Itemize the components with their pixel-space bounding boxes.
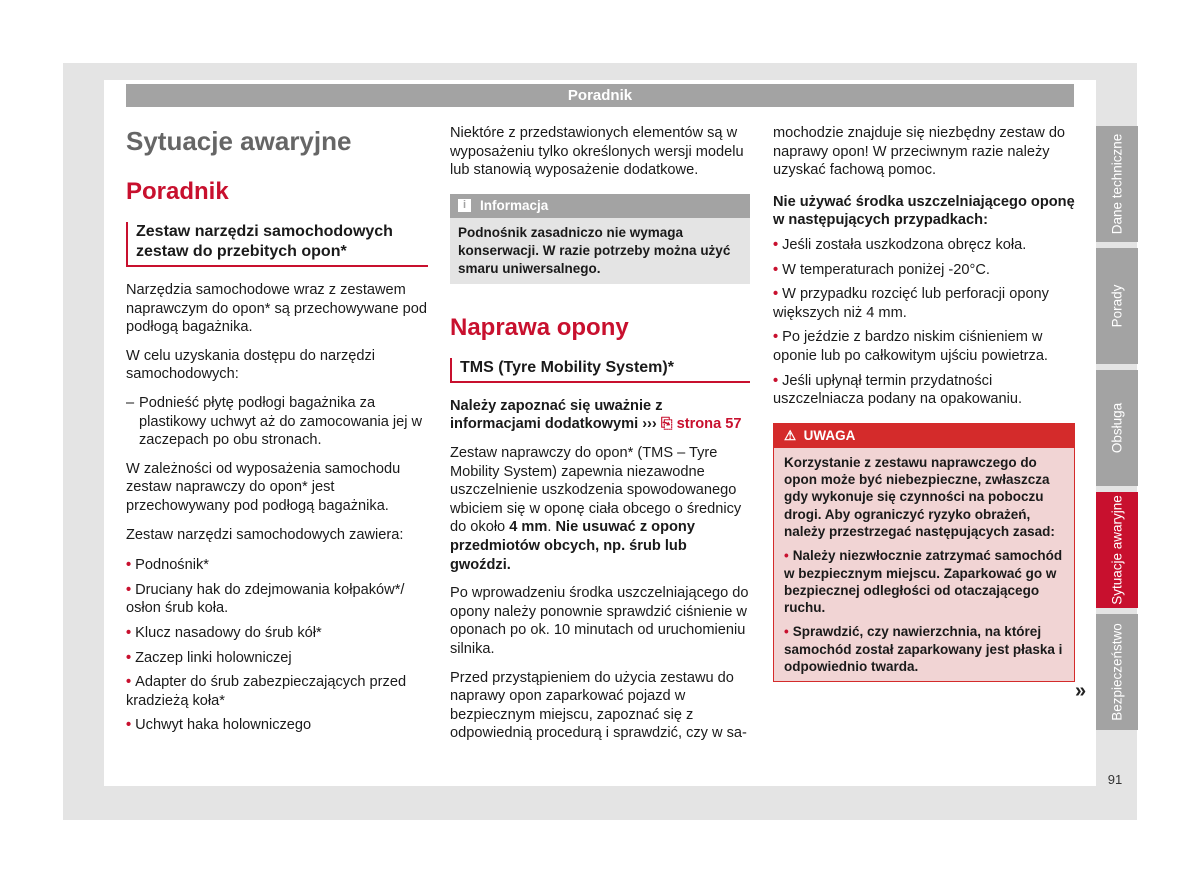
paragraph: Zestaw naprawczy do opon* (TMS – Tyre Mobility System) zapewnia niezawodne uszczelnienie uszkodzenia spowodowanego wbiciem się w oponę ciała obcego o średnicy do około 4 mm. Nie usuwać z opony przedmiotów obcych, np. śrub lub gwoździ. [450,444,742,573]
book-icon: ⎘ [660,416,673,433]
column-1 [126,124,428,741]
tab-obsluga[interactable]: Obsługa [1096,370,1138,486]
subheading-tool-kit: Zestaw narzędzi samochodowych zestaw do przebitych opon* [126,222,428,267]
list-item: • Podnośnik* [126,557,209,574]
running-header: Poradnik [126,84,1074,107]
tab-sytuacje-awaryjne[interactable]: Sytuacje awaryjne [1096,492,1138,608]
list-item: • Uchwyt haka holowniczego [126,717,312,734]
bullet-icon: • [773,236,779,253]
page-number: 91 [1107,772,1123,787]
chapter-title: Sytuacje awaryjne [126,126,352,156]
dash-list-item [126,394,428,450]
info-icon: i [458,199,471,212]
info-title: Informacja [480,197,549,213]
bullet-icon: • [126,624,132,641]
list-item: • Adapter do śrub zabezpieczających przed kradzieżą koła* [126,674,407,709]
paragraph: Przed przystąpieniem do użycia zestawu do naprawy opon zaparkować pojazd w bezpiecznym miejscu, zapoznać się z odpowiednią procedurą i sprawdzić, czy w sa- [450,669,747,742]
bullet-icon: • [773,261,779,278]
tab-porady[interactable]: Porady [1096,248,1138,364]
paragraph: W celu uzyskania dostępu do narzędzi samochodowych: [126,347,376,383]
page-reference-link[interactable]: strona 57 [676,416,742,433]
paragraph: Niektóre z przedstawionych elementów są w wyposażeniu tylko określonych wersji modelu lub stanowią wyposażenie dodatkowe. [450,125,744,179]
section-title: Poradnik [126,178,229,205]
note-text: Należy zapoznać się uważnie z informacjami dodatkowymi ››› [450,397,663,433]
list-item: • Zaczep linki holowniczej [126,649,292,666]
column-2 [450,124,750,753]
warning-box [773,423,1075,683]
section-title-tyre-repair: Naprawa opony [450,313,629,341]
list-item: • Druciany hak do zdejmowania kołpaków*/ osłon śrub koła. [126,581,405,617]
bullet-icon: • [126,557,132,574]
warning-triangle-icon: ⚠ [784,427,797,443]
info-box-header [450,194,750,218]
paragraph: Narzędzia samochodowe wraz z zestawem naprawczym do opon* są przechowywane pod podłogą bagażnika. [126,282,427,336]
dash-marker: – [126,394,135,411]
list-item: • W przypadku rozcięć lub perforacji opony większych niż 4 mm. [773,286,1049,321]
bullet-icon: • [126,581,132,598]
bullet-icon: • [773,329,779,346]
paragraph: Zestaw narzędzi samochodowych zawiera: [126,526,404,543]
bullet-icon: • [126,674,132,691]
bullet-icon: • [773,286,779,303]
list-item: • W temperaturach poniżej -20°C. [773,261,990,278]
dash-list-text: Podnieść płytę podłogi bagażnika za plastikowy uchwyt aż do zamocowania jej w zaczepach po obu stronach. [139,394,423,449]
bullet-icon: • [773,372,779,389]
info-body: Podnośnik zasadniczo nie wymaga konserwacji. W razie potrzeby można użyć smaru uniwersalnego. [458,224,731,276]
paragraph: mochodzie znajduje się niezbędny zestaw do naprawy opon! W przeciwnym razie należy uzyskać fachową pomoc. [773,125,1066,179]
subheading-tms: TMS (Tyre Mobility System)* [450,358,750,383]
warning-body [774,448,1074,682]
column-3 [773,124,1075,682]
note-paragraph [450,397,750,434]
tab-bezpieczenstwo[interactable]: Bezpieczeństwo [1096,614,1138,730]
list-item: • Jeśli została uszkodzona obręcz koła. [773,236,1027,253]
warning-item: • Sprawdzić, czy nawierzchnia, na której samochód został zaparkowany jest płaska i odpowiednio twarda. [784,624,1063,674]
bullet-icon: • [784,548,789,564]
warning-header [774,424,1074,448]
bold-heading: Nie używać środka uszczelniającego oponę w następujących przypadkach: [773,193,1075,229]
tab-dane-techniczne[interactable]: Dane techniczne [1096,126,1138,242]
cases-list [773,236,1075,409]
info-box [450,194,750,284]
paragraph: Po wprowadzeniu środka uszczelniającego do opony należy ponownie sprawdzić ciśnienie w oponach po ok. 10 minutach od uruchomieniu silnika. [450,585,749,657]
bullet-icon: • [784,624,789,640]
bullet-icon: • [126,717,132,734]
tools-list [126,556,428,735]
list-item: • Klucz nasadowy do śrub kół* [126,624,322,641]
warning-item: • Należy niezwłocznie zatrzymać samochód w bezpiecznym miejscu. Zaparkować go w bezpiecznej odległości od otaczającego ruchu. [784,548,1063,616]
continue-marker: » [1075,680,1087,702]
warning-paragraph: Korzystanie z zestawu naprawczego do opon może być niebezpieczne, zwłaszcza gdy wykonuje się czynności na poboczu drogi. Aby ograniczyć ryzyko obrażeń, należy przestrzegać następujących zasad: [784,454,1055,539]
bullet-icon: • [126,649,132,666]
list-item: • Po jeździe z bardzo niskim ciśnieniem w oponie lub po całkowitym ujściu powietrza. [773,329,1048,364]
paragraph: W zależności od wyposażenia samochodu zestaw naprawczy do opon* jest przechowywany pod podłogą bagażnika. [126,460,401,514]
list-item: • Jeśli upłynął termin przydatności uszczelniacza podany na opakowaniu. [773,372,1023,408]
warning-title: UWAGA [803,427,856,443]
